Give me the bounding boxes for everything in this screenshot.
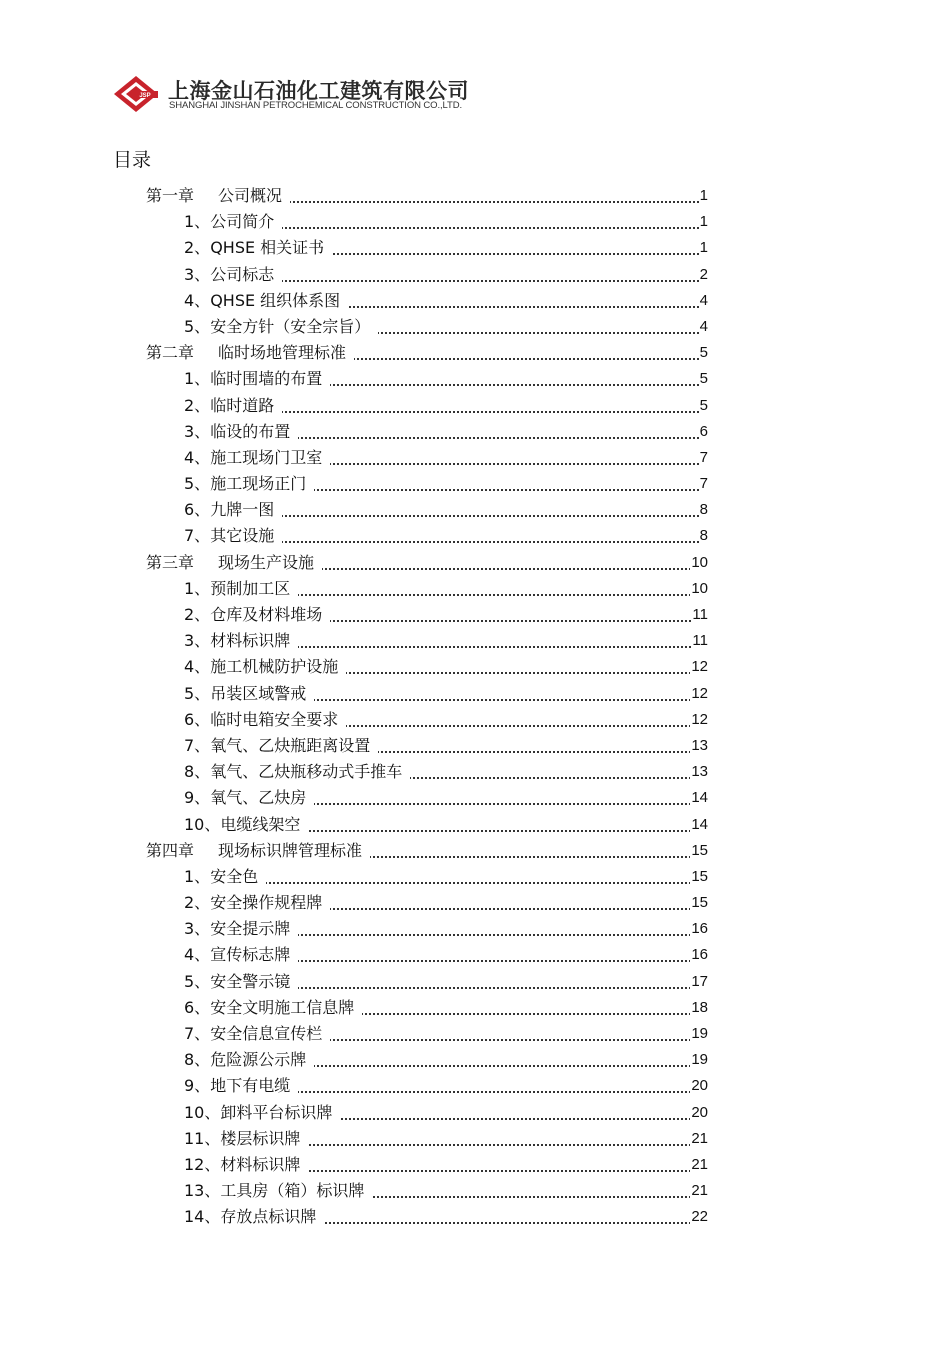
toc-entry-number: 第四章 bbox=[146, 840, 195, 860]
toc-entry-text: 危险源公示牌 bbox=[210, 1050, 307, 1070]
toc-entry-label bbox=[184, 681, 314, 707]
toc-entry-number: 3、 bbox=[184, 421, 211, 441]
toc-entry-text: 施工机械防护设施 bbox=[210, 657, 339, 677]
toc-page-number: 21 bbox=[690, 1126, 708, 1152]
toc-entry-text: 安全方针（安全宗旨） bbox=[210, 316, 371, 336]
toc-page-number: 21 bbox=[690, 1152, 708, 1178]
toc-entry-label bbox=[146, 838, 370, 864]
toc-section-row[interactable] bbox=[0, 471, 950, 497]
toc-section-row[interactable] bbox=[0, 602, 950, 628]
toc-entry-label bbox=[184, 1021, 330, 1047]
toc-entry-label bbox=[184, 759, 410, 785]
toc-entry-text: 施工现场正门 bbox=[210, 474, 307, 494]
toc-section-row[interactable] bbox=[0, 262, 950, 288]
toc-page-number: 7 bbox=[699, 445, 708, 471]
toc-entry-text: 仓库及材料堆场 bbox=[210, 605, 323, 624]
toc-entry-number: 1、 bbox=[184, 866, 211, 886]
toc-entry-label bbox=[184, 785, 314, 811]
toc-entry-number: 5、 bbox=[184, 474, 211, 494]
toc-entry-label bbox=[184, 890, 330, 916]
toc-section-row[interactable] bbox=[0, 942, 950, 968]
toc-entry-label bbox=[184, 812, 308, 838]
toc-entry-text: 临时道路 bbox=[210, 395, 275, 415]
toc-entry-text: 预制加工区 bbox=[210, 578, 291, 598]
toc-entry-number: 2、 bbox=[184, 605, 211, 624]
toc-entry-text: 地下有电缆 bbox=[210, 1076, 291, 1096]
toc-page-number: 19 bbox=[690, 1021, 708, 1047]
toc-entry-label bbox=[184, 209, 282, 235]
toc-page-number: 15 bbox=[690, 838, 708, 864]
toc-section-row[interactable] bbox=[0, 445, 950, 471]
toc-page-number: 8 bbox=[699, 497, 708, 523]
toc-page-number: 13 bbox=[690, 759, 708, 785]
toc-page-number: 19 bbox=[690, 1047, 708, 1073]
toc-entry-text: 卸料平台标识牌 bbox=[220, 1102, 333, 1122]
toc-entry-number: 10、 bbox=[184, 814, 221, 834]
toc-entry-number: 第一章 bbox=[146, 186, 195, 205]
toc-entry-text: 现场标识牌管理标准 bbox=[218, 840, 363, 860]
toc-entry-label bbox=[184, 366, 330, 392]
toc-page-number: 4 bbox=[699, 288, 708, 314]
toc-page-number: 20 bbox=[690, 1073, 708, 1099]
toc-entry-number: 3、 bbox=[184, 631, 211, 651]
toc-page-number: 8 bbox=[699, 523, 708, 549]
toc-page-number: 17 bbox=[690, 969, 708, 995]
toc-entry-number: 1、 bbox=[184, 578, 211, 598]
toc-entry-label bbox=[184, 497, 282, 523]
toc-entry-label bbox=[184, 1152, 308, 1178]
toc-entry-label bbox=[184, 1100, 340, 1126]
toc-entry-label bbox=[184, 707, 346, 733]
toc-entry-text: 氧气、乙炔瓶移动式手推车 bbox=[210, 762, 403, 782]
toc-entry-number: 8、 bbox=[184, 1050, 211, 1070]
toc-entry-number: 5、 bbox=[184, 683, 211, 703]
toc-entry-text: 其它设施 bbox=[210, 526, 275, 546]
toc-entry-number: 7、 bbox=[184, 1024, 211, 1043]
toc-page-number: 14 bbox=[690, 812, 708, 838]
toc-entry-text: 公司标志 bbox=[210, 264, 275, 284]
toc-chapter-row[interactable] bbox=[0, 340, 950, 366]
toc-page-number: 5 bbox=[699, 340, 708, 366]
toc-entry-text: 存放点标识牌 bbox=[220, 1207, 317, 1227]
toc-page-number: 21 bbox=[690, 1178, 708, 1204]
toc-entry-number: 4、 bbox=[184, 290, 211, 310]
toc-entry-label bbox=[184, 471, 314, 497]
toc-entry-text: 材料标识牌 bbox=[210, 631, 291, 651]
toc-page-number: 16 bbox=[690, 942, 708, 968]
toc-page-number: 12 bbox=[690, 707, 708, 733]
toc-section-row[interactable] bbox=[0, 288, 950, 314]
toc-entry-text: 临时围墙的布置 bbox=[210, 369, 323, 389]
toc-entry-number: 6、 bbox=[184, 709, 211, 729]
toc-entry-number: 3、 bbox=[184, 919, 211, 939]
toc-section-row[interactable] bbox=[0, 523, 950, 549]
toc-page-number: 12 bbox=[690, 681, 708, 707]
toc-entry-text: 吊装区域警戒 bbox=[210, 683, 307, 703]
toc-entry-number: 4、 bbox=[184, 657, 211, 677]
toc-page-number: 22 bbox=[690, 1204, 708, 1230]
toc-page-number: 5 bbox=[699, 366, 708, 392]
toc-entry-number: 11、 bbox=[184, 1128, 221, 1148]
toc-entry-text: 施工现场门卫室 bbox=[210, 447, 323, 467]
toc-entry-text: 安全操作规程牌 bbox=[210, 893, 323, 913]
toc-page-number: 4 bbox=[699, 314, 708, 340]
toc-entry-text: 安全色 bbox=[210, 866, 259, 886]
toc-entry-label bbox=[184, 1073, 298, 1099]
toc-section-row[interactable] bbox=[0, 497, 950, 523]
toc-entry-text: 临时场地管理标准 bbox=[218, 343, 347, 363]
toc-page-number: 16 bbox=[690, 916, 708, 942]
toc-entry-number: 5、 bbox=[184, 316, 211, 336]
toc-chapter-row[interactable] bbox=[0, 550, 950, 576]
toc-page-number: 1 bbox=[699, 235, 708, 261]
toc-page-number: 15 bbox=[690, 890, 708, 916]
toc-page-number: 13 bbox=[690, 733, 708, 759]
toc-page-number: 18 bbox=[690, 995, 708, 1021]
toc-entry-number: 13、 bbox=[184, 1181, 221, 1201]
toc-section-row[interactable] bbox=[0, 1100, 950, 1126]
toc-section-row[interactable] bbox=[0, 1204, 950, 1230]
toc-section-row[interactable] bbox=[0, 393, 950, 419]
toc-page-number: 11 bbox=[691, 602, 708, 628]
toc-entry-number: 4、 bbox=[184, 447, 211, 467]
toc-entry-label bbox=[184, 942, 298, 968]
toc-entry-label bbox=[184, 995, 362, 1021]
toc-entry-label bbox=[184, 445, 330, 471]
table-of-contents bbox=[0, 183, 950, 1231]
toc-entry-label bbox=[184, 262, 282, 288]
toc-page-number: 1 bbox=[699, 209, 708, 235]
toc-entry-label bbox=[184, 288, 348, 314]
toc-entry-label bbox=[184, 235, 332, 261]
toc-section-row[interactable] bbox=[0, 576, 950, 602]
toc-entry-label bbox=[184, 602, 330, 628]
toc-section-row[interactable] bbox=[0, 1047, 950, 1073]
toc-page-number: 14 bbox=[690, 785, 708, 811]
toc-entry-number: 第三章 bbox=[146, 552, 195, 572]
toc-page-number: 1 bbox=[699, 183, 708, 209]
toc-section-row[interactable] bbox=[0, 366, 950, 392]
toc-entry-text: 工具房（箱）标识牌 bbox=[220, 1181, 365, 1201]
toc-title: 目录 bbox=[113, 149, 152, 171]
toc-entry-number: 9、 bbox=[184, 788, 211, 808]
toc-entry-text: 材料标识牌 bbox=[220, 1154, 301, 1174]
toc-section-row[interactable] bbox=[0, 1152, 950, 1178]
toc-entry-number: 7、 bbox=[184, 735, 211, 755]
toc-entry-text: 现场生产设施 bbox=[218, 552, 315, 572]
toc-entry-label bbox=[184, 654, 346, 680]
toc-entry-number: 10、 bbox=[184, 1102, 221, 1122]
toc-section-row[interactable] bbox=[0, 785, 950, 811]
toc-section-row[interactable] bbox=[0, 1178, 950, 1204]
toc-entry-label bbox=[184, 393, 282, 419]
toc-entry-number: 1、 bbox=[184, 369, 211, 389]
toc-section-row[interactable] bbox=[0, 681, 950, 707]
toc-page-number: 12 bbox=[690, 654, 708, 680]
toc-entry-text: 安全信息宣传栏 bbox=[210, 1024, 323, 1043]
toc-entry-text: 公司概况 bbox=[218, 186, 283, 205]
toc-entry-text: 电缆线架空 bbox=[220, 814, 301, 834]
toc-entry-label bbox=[184, 1204, 324, 1230]
company-logo-icon bbox=[112, 74, 160, 114]
toc-page-number: 2 bbox=[699, 262, 708, 288]
toc-entry-number: 第二章 bbox=[146, 343, 195, 363]
toc-entry-number: 5、 bbox=[184, 971, 211, 991]
toc-page-number: 5 bbox=[699, 393, 708, 419]
toc-entry-number: 12、 bbox=[184, 1154, 221, 1174]
toc-entry-label bbox=[146, 183, 290, 209]
toc-entry-label bbox=[184, 864, 266, 890]
toc-entry-text: 宣传标志牌 bbox=[210, 945, 291, 965]
toc-entry-number: 4、 bbox=[184, 945, 211, 965]
toc-section-row[interactable] bbox=[0, 235, 950, 261]
toc-section-row[interactable] bbox=[0, 890, 950, 916]
toc-entry-label bbox=[184, 314, 378, 340]
toc-section-row[interactable] bbox=[0, 812, 950, 838]
toc-entry-text: 临时电箱安全要求 bbox=[210, 709, 339, 729]
toc-entry-label bbox=[184, 628, 298, 654]
toc-entry-number: 2、 bbox=[184, 395, 211, 415]
toc-section-row[interactable] bbox=[0, 1073, 950, 1099]
toc-entry-text: 氧气、乙炔房 bbox=[210, 788, 307, 808]
toc-entry-label bbox=[184, 1126, 308, 1152]
toc-entry-label bbox=[184, 969, 298, 995]
toc-page-number: 11 bbox=[691, 628, 708, 654]
toc-entry-text: 安全警示镜 bbox=[210, 971, 291, 991]
toc-section-row[interactable] bbox=[0, 1021, 950, 1047]
toc-entry-text: QHSE 相关证书 bbox=[210, 238, 325, 258]
toc-chapter-row[interactable] bbox=[0, 183, 950, 209]
toc-entry-number: 3、 bbox=[184, 264, 211, 284]
toc-entry-label bbox=[146, 340, 354, 366]
toc-entry-number: 6、 bbox=[184, 997, 211, 1017]
toc-entry-number: 6、 bbox=[184, 500, 211, 520]
toc-page-number: 6 bbox=[699, 419, 708, 445]
toc-entry-number: 9、 bbox=[184, 1076, 211, 1096]
toc-entry-text: 临设的布置 bbox=[210, 421, 291, 441]
toc-chapter-row[interactable] bbox=[0, 838, 950, 864]
toc-page-number: 10 bbox=[690, 576, 708, 602]
company-name-cn: 上海金山石油化工建筑有限公司 bbox=[168, 79, 469, 103]
toc-entry-number: 1、 bbox=[184, 212, 211, 232]
toc-section-row[interactable] bbox=[0, 628, 950, 654]
toc-entry-text: 公司简介 bbox=[210, 212, 275, 232]
toc-section-row[interactable] bbox=[0, 1126, 950, 1152]
toc-page-number: 15 bbox=[690, 864, 708, 890]
toc-entry-label bbox=[184, 733, 378, 759]
toc-section-row[interactable] bbox=[0, 314, 950, 340]
toc-section-row[interactable] bbox=[0, 916, 950, 942]
toc-entry-number: 7、 bbox=[184, 526, 211, 546]
toc-entry-number: 14、 bbox=[184, 1207, 221, 1227]
toc-section-row[interactable] bbox=[0, 864, 950, 890]
toc-entry-text: 楼层标识牌 bbox=[220, 1128, 301, 1148]
company-name-en: SHANGHAI JINSHAN PETROCHEMICAL CONSTRUCTION CO.,LTD. bbox=[169, 100, 463, 111]
toc-section-row[interactable] bbox=[0, 759, 950, 785]
toc-entry-text: 九牌一图 bbox=[210, 500, 275, 520]
toc-entry-number: 2、 bbox=[184, 893, 211, 913]
toc-entry-label bbox=[146, 550, 322, 576]
toc-section-row[interactable] bbox=[0, 995, 950, 1021]
toc-section-row[interactable] bbox=[0, 707, 950, 733]
toc-page-number: 7 bbox=[699, 471, 708, 497]
toc-entry-label bbox=[184, 1047, 314, 1073]
toc-entry-label bbox=[184, 523, 282, 549]
toc-section-row[interactable] bbox=[0, 209, 950, 235]
toc-entry-number: 2、 bbox=[184, 238, 211, 258]
toc-entry-text: 安全文明施工信息牌 bbox=[210, 997, 355, 1017]
toc-page-number: 10 bbox=[690, 550, 708, 576]
toc-section-row[interactable] bbox=[0, 419, 950, 445]
toc-section-row[interactable] bbox=[0, 733, 950, 759]
toc-entry-label bbox=[184, 1178, 372, 1204]
logo-text: JSP bbox=[139, 93, 151, 99]
toc-page-number: 20 bbox=[690, 1100, 708, 1126]
toc-entry-number: 8、 bbox=[184, 762, 211, 782]
toc-entry-text: 安全提示牌 bbox=[210, 919, 291, 939]
toc-entry-text: 氧气、乙炔瓶距离设置 bbox=[210, 735, 371, 755]
toc-section-row[interactable] bbox=[0, 654, 950, 680]
toc-entry-label bbox=[184, 576, 298, 602]
toc-entry-text: QHSE 组织体系图 bbox=[210, 290, 341, 310]
toc-entry-label bbox=[184, 916, 298, 942]
toc-entry-label bbox=[184, 419, 298, 445]
toc-section-row[interactable] bbox=[0, 969, 950, 995]
